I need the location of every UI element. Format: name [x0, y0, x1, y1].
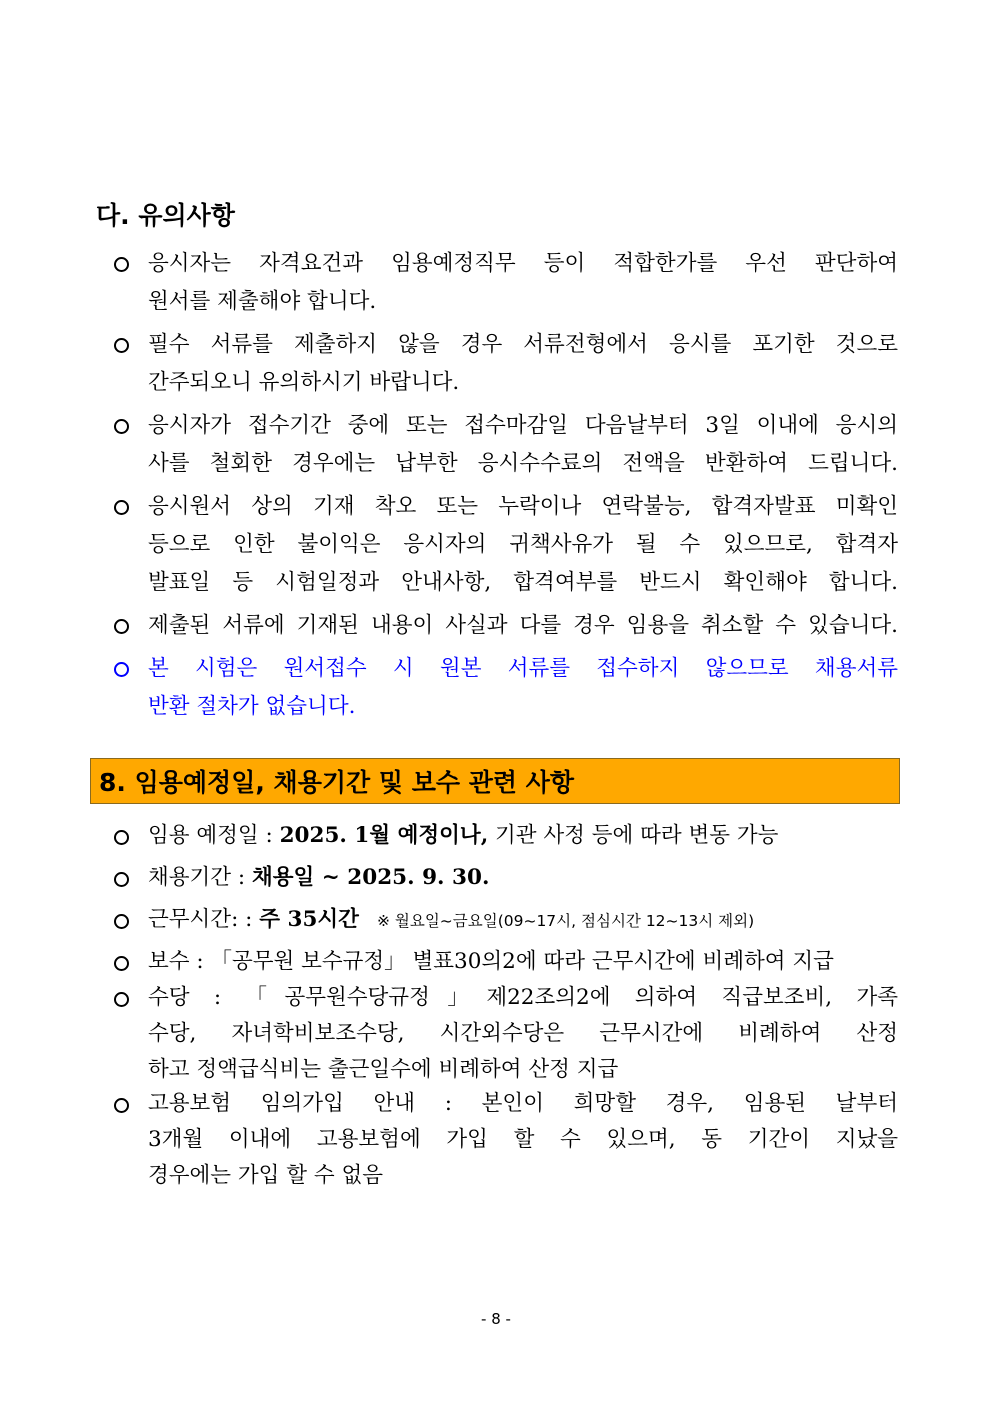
heading-notes: 다. 유의사항 — [96, 201, 235, 230]
circle-bullet-icon — [114, 619, 129, 634]
circle-bullet-icon — [114, 257, 129, 272]
allowance-line: 수당, 자녀학비보조수당, 시간외수당은 근무시간에 비례하여 산정 — [148, 1021, 898, 1046]
note-item-1 — [108, 245, 898, 321]
appointment-date-rest: 기관 사정 등에 따라 변동 가능 — [488, 823, 779, 848]
section-8-header — [90, 758, 900, 804]
label: 근무시간: : — [148, 907, 260, 932]
note-item-6 — [108, 650, 898, 726]
circle-bullet-icon — [114, 338, 129, 353]
note-line: 응시원서 상의 기재 착오 또는 누락이나 연락불능, 합격자발표 미확인 — [148, 494, 898, 519]
salary-item — [108, 944, 898, 980]
insurance-line: 3개월 이내에 고용보험에 가입 할 수 있으며, 동 기간이 지났을 — [148, 1127, 898, 1152]
working-hours-note: ※ 월요일~금요일(09~17시, 점심시간 12~13시 제외) — [376, 912, 755, 930]
circle-bullet-icon — [114, 872, 129, 887]
note-line: 본 시험은 원서접수 시 원본 서류를 접수하지 않으므로 채용서류 — [148, 656, 898, 681]
allowance-item — [108, 980, 898, 1088]
page-number: - 8 - — [481, 1310, 511, 1328]
insurance-line: 경우에는 가입 할 수 없음 — [148, 1163, 384, 1188]
note-line: 필수 서류를 제출하지 않을 경우 서류전형에서 응시를 포기한 것으로 — [148, 332, 898, 357]
circle-bullet-icon — [114, 956, 129, 971]
note-line: 발표일 등 시험일정과 안내사항, 합격여부를 반드시 확인해야 합니다. — [148, 570, 898, 595]
circle-bullet-icon — [114, 500, 129, 515]
note-item-4 — [108, 488, 898, 602]
note-line: 사를 철회한 경우에는 납부한 응시수수료의 전액을 반환하여 드립니다. — [148, 451, 898, 476]
employment-period-line — [108, 860, 898, 896]
note-item-2 — [108, 326, 898, 402]
label: 채용기간 : — [148, 865, 252, 890]
allowance-line: 수당 : 「공무원수당규정」제22조의2에 의하여 직급보조비, 가족 — [148, 985, 898, 1010]
insurance-line: 고용보험 임의가입 안내 : 본인이 희망할 경우, 임용된 날부터 — [148, 1091, 898, 1116]
working-hours-value: 주 35시간 — [259, 907, 359, 932]
note-line: 원서를 제출해야 합니다. — [148, 289, 377, 314]
circle-bullet-icon — [114, 662, 129, 677]
employment-period-value: 채용일 ~ 2025. 9. 30. — [252, 865, 490, 890]
note-line: 간주되오니 유의하시기 바랍니다. — [148, 370, 460, 395]
note-line: 등으로 인한 불이익은 응시자의 귀책사유가 될 수 있으므로, 합격자 — [148, 532, 898, 557]
allowance-line: 하고 정액급식비는 출근일수에 비례하여 산정 지급 — [148, 1057, 619, 1082]
appointment-date-line — [108, 818, 898, 854]
section-8-title: 8. 임용예정일, 채용기간 및 보수 관련 사항 — [99, 768, 575, 797]
appointment-date-item — [108, 818, 898, 854]
note-item-3 — [108, 407, 898, 483]
note-line: 제출된 서류에 기재된 내용이 사실과 다를 경우 임용을 취소할 수 있습니다. — [148, 613, 898, 638]
note-line: 응시자가 접수기간 중에 또는 접수마감일 다음날부터 3일 이내에 응시의 — [148, 413, 898, 438]
circle-bullet-icon — [114, 992, 129, 1007]
circle-bullet-icon — [114, 1098, 129, 1113]
note-line: 응시자는 자격요건과 임용예정직무 등이 적합한가를 우선 판단하여 — [148, 251, 898, 276]
salary-line: 보수 : 「공무원 보수규정」 별표30의2에 따라 근무시간에 비례하여 지급 — [148, 949, 834, 974]
appointment-date-value: 2025. 1월 예정이나, — [279, 823, 489, 848]
circle-bullet-icon — [114, 914, 129, 929]
insurance-item — [108, 1086, 898, 1194]
note-line: 반환 절차가 없습니다. — [148, 694, 356, 719]
note-item-5 — [108, 607, 898, 645]
circle-bullet-icon — [114, 830, 129, 845]
employment-period-item — [108, 860, 898, 896]
working-hours-line — [108, 902, 898, 939]
working-hours-item — [108, 902, 898, 939]
circle-bullet-icon — [114, 419, 129, 434]
label: 임용 예정일 : — [148, 823, 280, 848]
